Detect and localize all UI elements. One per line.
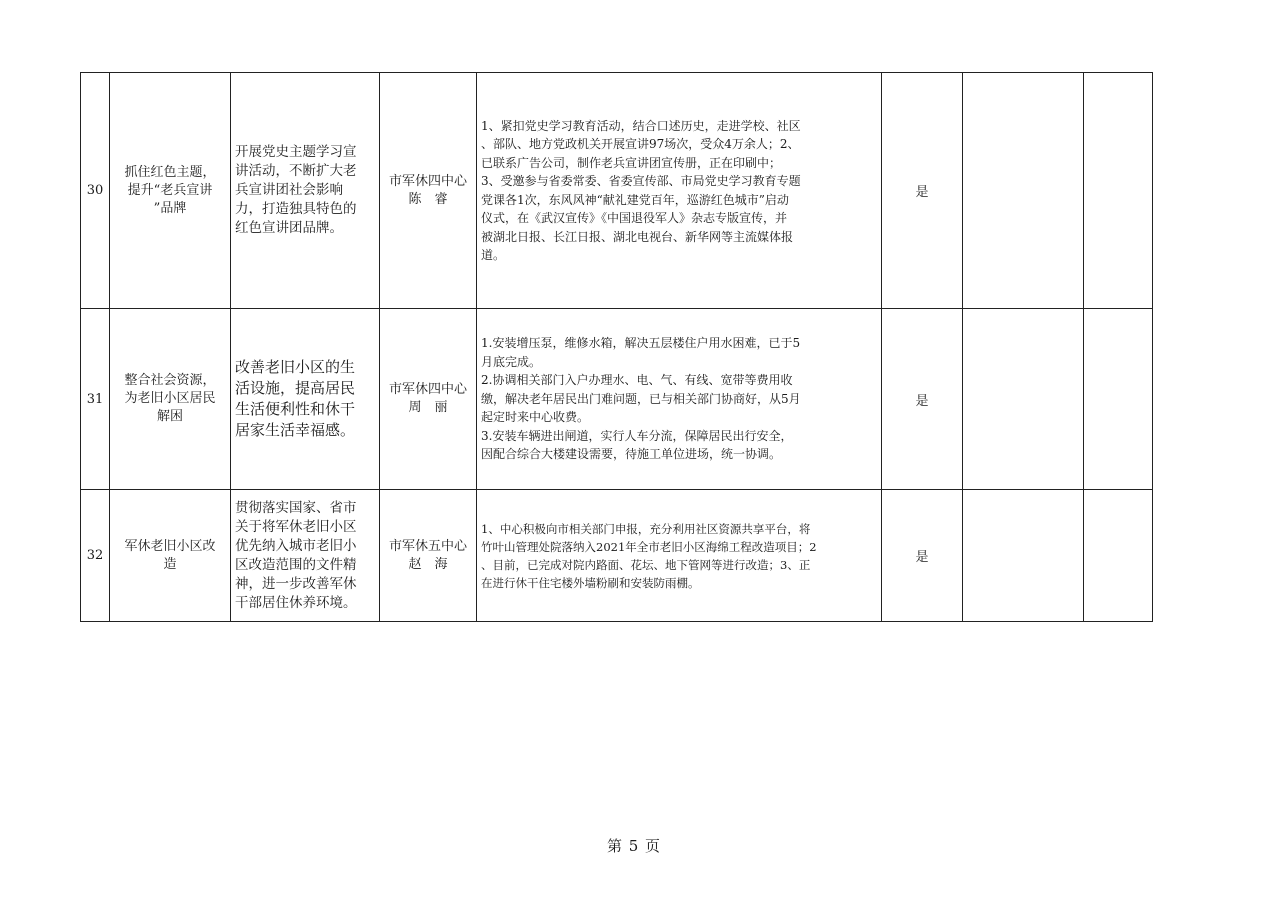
table-row bbox=[81, 490, 1153, 622]
task-name-line: 提升“老兵宣讲 bbox=[127, 182, 213, 198]
task-name-line: 整合社会资源， bbox=[124, 373, 216, 388]
progress-detail-line: 1、紧扣党史学习教育活动，结合口述历史，走进学校、社区 bbox=[481, 118, 801, 133]
row-number: 30 bbox=[81, 73, 110, 309]
task-name-line: 造 bbox=[163, 556, 177, 572]
responsible-person: 赵 海 bbox=[408, 556, 448, 572]
progress-detail-line: 2.协调相关部门入户办理水、电、气、有线、宽带等费用收 bbox=[481, 373, 793, 388]
progress-detail-line: 因配合综合大楼建设需要，待施工单位进场，统一协调。 bbox=[481, 447, 782, 462]
progress-detail-line: 月底完成。 bbox=[481, 354, 542, 369]
progress-detail-line: 竹叶山管理处院落纳入2021年全市老旧小区海绵工程改造项目；2 bbox=[481, 539, 817, 554]
responsible-unit: 市军休五中心 bbox=[388, 538, 467, 554]
empty-cell bbox=[963, 309, 1084, 490]
progress-detail-line: 已联系广告公司，制作老兵宣讲团宣传册，正在印刷中； bbox=[481, 155, 782, 170]
task-goal-line: 关于将军休老旧小区 bbox=[235, 518, 357, 535]
row-number: 32 bbox=[81, 490, 110, 622]
task-goal-line: 活设施，提高居民 bbox=[235, 379, 356, 397]
task-name-line: 解困 bbox=[156, 409, 183, 424]
row-number: 31 bbox=[81, 309, 110, 490]
progress-detail-line: 道。 bbox=[481, 248, 506, 262]
task-goal-line: 力，打造独具特色的 bbox=[235, 201, 357, 217]
progress-detail-line: 仪式，在《武汉宣传》《中国退役军人》杂志专版宣传，并 bbox=[481, 211, 788, 225]
task-goal-line: 开展党史主题学习宣 bbox=[235, 144, 357, 160]
task-goal-line: 区改造范围的文件精 bbox=[235, 556, 357, 573]
task-goal-line: 讲活动，不断扩大老 bbox=[235, 163, 357, 179]
task-name bbox=[110, 73, 231, 309]
task-goal-line: 居家生活幸福感。 bbox=[235, 421, 356, 439]
task-name bbox=[110, 309, 231, 490]
task-goal-line: 红色宣讲团品牌。 bbox=[235, 220, 343, 236]
completion-status: 是 bbox=[882, 309, 963, 490]
responsible-party bbox=[380, 490, 477, 622]
progress-detail bbox=[477, 73, 882, 309]
responsible-unit: 市军休四中心 bbox=[388, 173, 467, 189]
empty-cell bbox=[1084, 490, 1153, 622]
task-goal bbox=[231, 309, 380, 490]
responsible-party bbox=[380, 73, 477, 309]
table-row bbox=[81, 73, 1153, 309]
task-goal-line: 改善老旧小区的生 bbox=[235, 358, 356, 376]
progress-detail-line: 3、受邀参与省委常委、省委宣传部、市局党史学习教育专题 bbox=[481, 174, 801, 188]
progress-detail-line: 、目前，已完成对院内路面、花坛、地下管网等进行改造；3、正 bbox=[481, 557, 811, 572]
progress-detail-line: 1.安装增压泵，维修水箱，解决五层楼住户用水困难，已于5 bbox=[481, 336, 801, 351]
task-goal-line: 贯彻落实国家、省市 bbox=[235, 499, 357, 516]
task-goal-line: 优先纳入城市老旧小 bbox=[235, 537, 357, 554]
page-number: 第 5 页 bbox=[606, 837, 662, 855]
completion-status: 是 bbox=[882, 73, 963, 309]
task-goal-line: 兵宣讲团社会影响 bbox=[235, 182, 343, 198]
progress-detail bbox=[477, 309, 882, 490]
task-name-line: 抓住红色主题， bbox=[124, 164, 216, 180]
task-goal-line: 神，进一步改善军休 bbox=[235, 575, 357, 592]
task-goal bbox=[231, 73, 380, 309]
empty-cell bbox=[963, 73, 1084, 309]
responsible-party bbox=[380, 309, 477, 490]
task-goal-line: 生活便利性和休干 bbox=[235, 400, 356, 418]
progress-detail-line: 缴，解决老年居民出门难问题，已与相关部门协商好，从5月 bbox=[481, 391, 801, 406]
work-progress-table bbox=[80, 72, 1153, 622]
task-name-line: ”品牌 bbox=[153, 200, 187, 216]
progress-detail-line: 3.安装车辆进出闸道，实行人车分流，保障居民出行安全， bbox=[481, 428, 793, 443]
empty-cell bbox=[1084, 73, 1153, 309]
progress-detail-line: 起定时来中心收费。 bbox=[481, 410, 590, 425]
progress-detail-line: 1、中心积极向市相关部门申报，充分利用社区资源共享平台，将 bbox=[481, 521, 811, 536]
completion-status: 是 bbox=[882, 490, 963, 622]
progress-detail bbox=[477, 490, 882, 622]
progress-detail-line: 被湖北日报、长江日报、湖北电视台、新华网等主流媒体报 bbox=[481, 229, 794, 244]
empty-cell bbox=[1084, 309, 1153, 490]
responsible-person: 周 丽 bbox=[408, 400, 448, 415]
empty-cell bbox=[963, 490, 1084, 622]
progress-detail-line: 党课各1次，东风风神“献礼建党百年，巡游红色城市”启动 bbox=[481, 192, 789, 207]
task-name bbox=[110, 490, 231, 622]
task-goal-line: 干部居住休养环境。 bbox=[235, 594, 357, 611]
table-row bbox=[81, 309, 1153, 490]
responsible-unit: 市军休四中心 bbox=[388, 382, 467, 397]
progress-detail-line: 、部队、地方党政机关开展宣讲97场次，受众4万余人；2、 bbox=[481, 137, 800, 151]
responsible-person: 陈 睿 bbox=[408, 191, 448, 207]
task-name-line: 为老旧小区居民 bbox=[124, 391, 216, 406]
task-goal bbox=[231, 490, 380, 622]
task-name-line: 军休老旧小区改 bbox=[124, 538, 216, 554]
progress-detail-line: 在进行休干住宅楼外墙粉刷和安装防雨棚。 bbox=[481, 575, 700, 590]
